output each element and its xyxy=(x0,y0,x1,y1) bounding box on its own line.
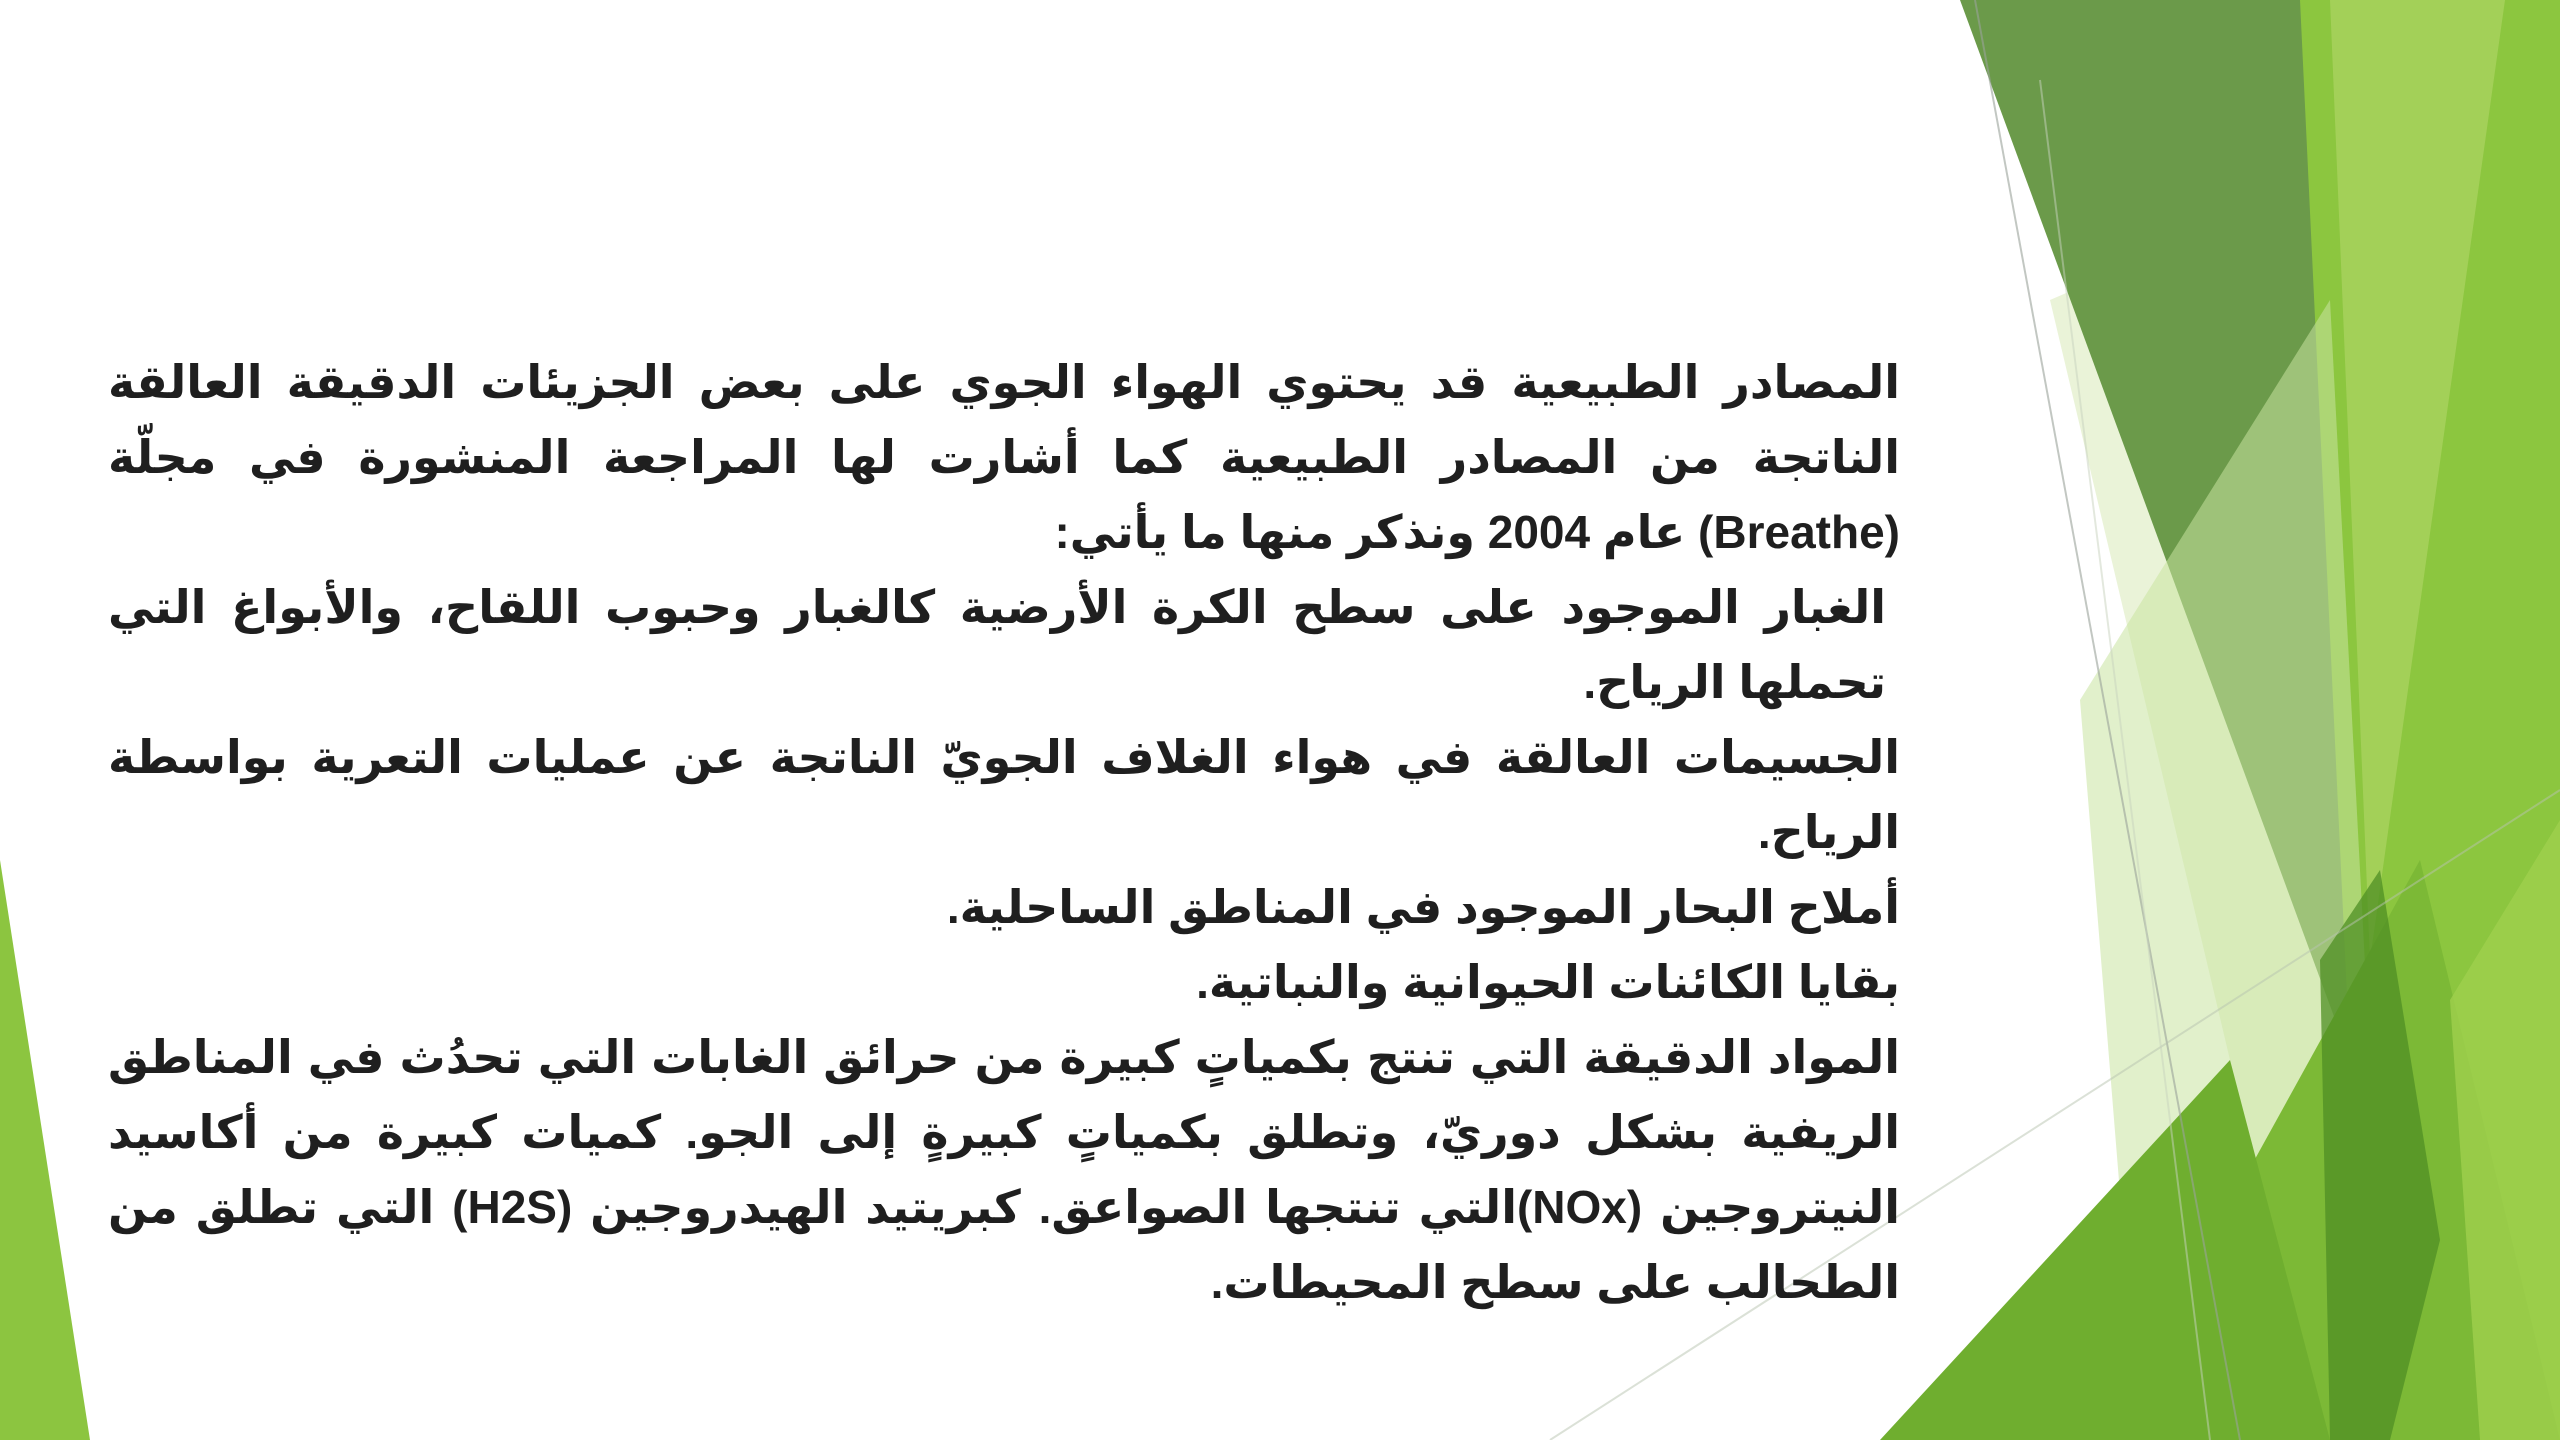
list-item-suspended-particles: الجسيمات العالقة في هواء الغلاف الجويّ الناتجة عن عمليات التعرية بواسطة الرياح. xyxy=(108,731,1900,858)
left-green-sliver xyxy=(0,860,90,1440)
list-item-organic-remains: بقايا الكائنات الحيوانية والنباتية. xyxy=(1196,956,1900,1008)
slide-body-text xyxy=(108,345,1900,1320)
list-item-dust: الغبار الموجود على سطح الكرة الأرضية كالغبار وحبوب اللقاح، والأبواغ التي تحملها الرياح. xyxy=(108,581,1886,708)
intro-paragraph: المصادر الطبيعية قد يحتوي الهواء الجوي على بعض الجزيئات الدقيقة العالقة الناتجة من المصادر الطبيعية كما أشارت لها المراجعة المنشورة في مجلّة (Breathe) عام 2004 ونذكر منها ما يأتي: xyxy=(108,356,1900,558)
list-item-fine-materials: المواد الدقيقة التي تنتج بكمياتٍ كبيرة من حرائق الغابات التي تحدُث في المناطق الريفية بشكل دوريّ، وتطلق بكمياتٍ كبيرةٍ إلى الجو. كميات كبيرة من أكاسيد النيتروجين (NOx)التي تنتجها الصواعق. كبريتيد الهيدروجين (H2S) التي تطلق من الطحالب على سطح المحيطات. xyxy=(108,1031,1900,1308)
list-item-sea-salts: أملاح البحار الموجود في المناطق الساحلية. xyxy=(946,881,1900,933)
